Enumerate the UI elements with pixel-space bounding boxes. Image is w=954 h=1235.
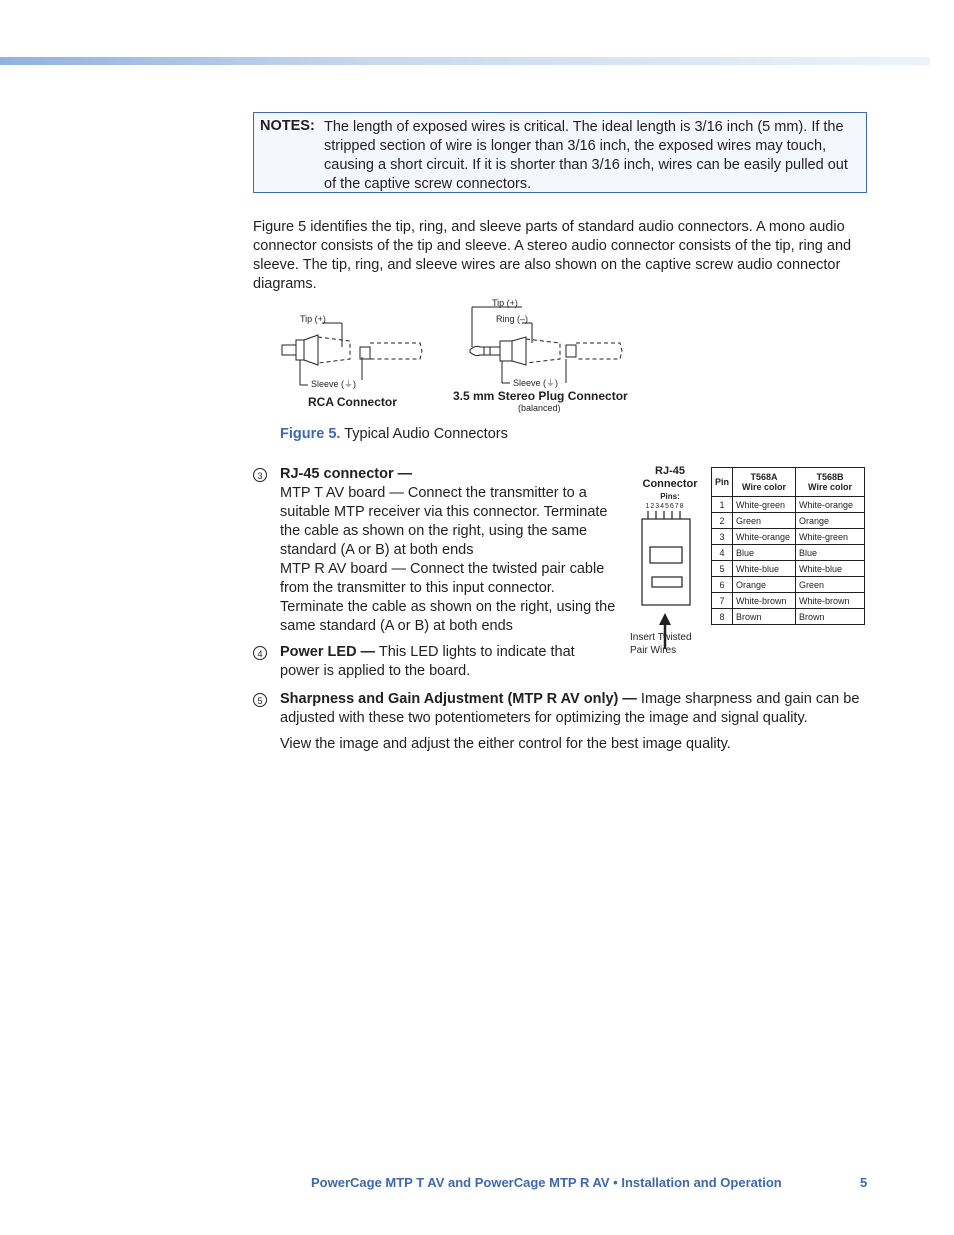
- rj45-diagram: [628, 463, 718, 663]
- header-bar: [0, 57, 930, 65]
- item-sharpness-text-2: View the image and adjust the either control for the best image quality.: [280, 736, 731, 752]
- rj45-insert-label-2: Pair Wires: [630, 645, 677, 656]
- t568b-cell: Green: [796, 577, 865, 593]
- t568b-cell: White-orange: [796, 497, 865, 513]
- t568b-cell: Brown: [796, 609, 865, 625]
- t568a-header-line1: T568A: [750, 472, 778, 482]
- item-rj45-title: RJ-45 connector —: [280, 466, 413, 482]
- rj45-pin-numbers: 12345678: [645, 503, 685, 510]
- footer-title: PowerCage MTP T AV and PowerCage MTP R AV • Installation and Operation: [311, 1175, 782, 1190]
- t568b-cell: White-blue: [796, 561, 865, 577]
- t568a-cell: White-blue: [733, 561, 796, 577]
- t568b-cell: Blue: [796, 545, 865, 561]
- wire-color-table: [711, 467, 865, 625]
- pin-cell: 1: [712, 497, 733, 513]
- stereo-sleeve-label: Sleeve (⏚): [513, 378, 559, 388]
- t568b-header: [796, 468, 865, 497]
- r-board-text: — Connect the twisted pair cable from the transmitter to this input connector. Terminate the cable as shown on the right, using the same standard (A or B) at both ends: [280, 561, 616, 634]
- t568b-header-line1: T568B: [816, 472, 844, 482]
- pin-cell: 4: [712, 545, 733, 561]
- pin-cell: 3: [712, 529, 733, 545]
- item-sharpness-text: Image sharpness and gain can be adjusted with these two potentiometers for optimizing the image and signal quality.: [280, 691, 860, 726]
- pin-cell: 7: [712, 593, 733, 609]
- stereo-connector-subtitle: (balanced): [518, 403, 561, 413]
- t568b-cell: White-green: [796, 529, 865, 545]
- item-rj45: [280, 465, 620, 636]
- intro-paragraph: Figure 5 identifies the tip, ring, and sleeve parts of standard audio connectors. A mono audio connector consists of the tip and sleeve. A stereo audio connector consists of the tip, ring and sleeve. The tip, ring, and sleeve wires are also shown on the captive screw audio connector diagrams.: [253, 219, 852, 292]
- t568b-header-line2: Wire color: [808, 482, 852, 492]
- r-board-label: MTP R AV board: [280, 561, 388, 577]
- table-body: [712, 497, 865, 625]
- table-row: [712, 561, 865, 577]
- rj45-title-1: RJ-45: [655, 465, 685, 477]
- rj45-title-2: Connector: [642, 478, 698, 490]
- t568a-header-line2: Wire color: [742, 482, 786, 492]
- item-sharpness-title: Sharpness and Gain Adjustment (MTP R AV only) —: [280, 691, 637, 707]
- table-row: [712, 529, 865, 545]
- t568a-header: [733, 468, 796, 497]
- item-sharpness: [280, 690, 870, 754]
- callout-5-icon: 5: [253, 693, 267, 707]
- table-row: [712, 513, 865, 529]
- t568a-cell: Blue: [733, 545, 796, 561]
- notes-label: NOTES:: [260, 118, 315, 134]
- t568b-cell: White-brown: [796, 593, 865, 609]
- pin-cell: 8: [712, 609, 733, 625]
- callout-4-icon: 4: [253, 646, 267, 660]
- t568a-cell: White-brown: [733, 593, 796, 609]
- figure-caption: [280, 426, 508, 442]
- rj45-pins-label: Pins:: [660, 492, 680, 501]
- table-header-row: [712, 468, 865, 497]
- notes-text: The length of exposed wires is critical. The ideal length is 3/16 inch (5 mm). If the stripped section of wire is longer than 3/16 inch, the exposed wires may touch, causing a short circuit. If it is shorter than 3/16 inch, wires can be easily pulled out of the captive screw connectors.: [324, 119, 848, 192]
- pin-cell: 5: [712, 561, 733, 577]
- table-row: [712, 545, 865, 561]
- rj45-insert-label-1: Insert Twisted: [630, 632, 692, 643]
- item-power-led: [280, 643, 610, 681]
- table-row: [712, 609, 865, 625]
- pin-cell: 6: [712, 577, 733, 593]
- stereo-tip-label: Tip (+): [492, 298, 518, 308]
- page-number: 5: [860, 1175, 868, 1190]
- table-row: [712, 577, 865, 593]
- rca-connector-title: RCA Connector: [308, 395, 397, 409]
- t568a-cell: Orange: [733, 577, 796, 593]
- stereo-ring-label: Ring (–): [496, 314, 529, 324]
- pin-header: Pin: [712, 468, 733, 497]
- pin-cell: 2: [712, 513, 733, 529]
- callout-3-icon: 3: [253, 468, 267, 482]
- t-board-label: MTP T AV board: [280, 485, 386, 501]
- audio-connectors-figure: [270, 295, 640, 420]
- figure-number: Figure 5.: [280, 426, 341, 442]
- t568a-cell: White-green: [733, 497, 796, 513]
- item-power-led-text: This LED lights to indicate that power is applied to the board.: [280, 644, 575, 679]
- stereo-connector-title: 3.5 mm Stereo Plug Connector: [453, 389, 628, 403]
- rca-sleeve-label: Sleeve (⏚): [311, 379, 357, 389]
- t568a-cell: White-orange: [733, 529, 796, 545]
- t-board-text: — Connect the transmitter to a suitable MTP receiver via this connector. Terminate the cable as shown on the right, using the same standard (A or B) at both ends: [280, 485, 608, 558]
- table-row: [712, 497, 865, 513]
- item-rj45-t-board: [280, 484, 620, 560]
- t568a-cell: Brown: [733, 609, 796, 625]
- t568b-cell: Orange: [796, 513, 865, 529]
- table-row: [712, 593, 865, 609]
- item-rj45-r-board: [280, 560, 620, 636]
- item-power-led-title: Power LED —: [280, 644, 376, 660]
- notes-box: [253, 112, 867, 193]
- figure-title: Typical Audio Connectors: [344, 426, 508, 442]
- t568a-cell: Green: [733, 513, 796, 529]
- rca-tip-label: Tip (+): [300, 314, 326, 324]
